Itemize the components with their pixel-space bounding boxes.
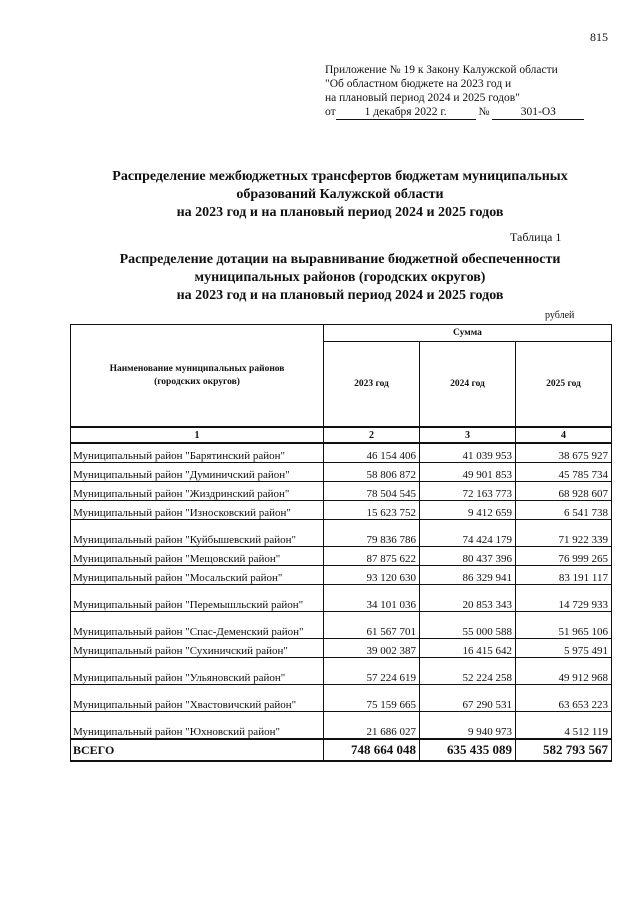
- table-row: [71, 566, 612, 585]
- value-2023: 46 154 406: [324, 443, 420, 463]
- appendix-line-1: Приложение № 19 к Закону Калужской области: [325, 64, 558, 76]
- header-year-2023: 2023 год: [324, 342, 420, 428]
- table-title-line-2: муниципальных районов (городских округов): [194, 270, 486, 285]
- main-title: [60, 168, 620, 222]
- column-number: 4: [516, 427, 612, 443]
- page-number: 815: [590, 30, 608, 44]
- district-name: Муниципальный район "Спас-Деменский район": [71, 612, 324, 639]
- value-2023: 15 623 752: [324, 501, 420, 520]
- appendix-line-2: "Об областном бюджете на 2023 год и: [325, 78, 512, 90]
- value-2024: 52 224 258: [420, 658, 516, 685]
- table-header-row: [71, 325, 612, 342]
- value-2023: 21 686 027: [324, 712, 420, 740]
- value-2024: 41 039 953: [420, 443, 516, 463]
- value-2024: 9 412 659: [420, 501, 516, 520]
- column-number-row: [71, 427, 612, 443]
- from-label: от: [325, 106, 336, 118]
- value-2024: 74 424 179: [420, 520, 516, 547]
- value-2025: 71 922 339: [516, 520, 612, 547]
- main-title-line-1: Распределение межбюджетных трансфертов бюджетам муниципальных: [112, 169, 568, 184]
- district-name: Муниципальный район "Сухиничский район": [71, 639, 324, 658]
- header-sum: Сумма: [324, 325, 612, 342]
- column-number: 1: [71, 427, 324, 443]
- appendix-line-3: на плановый период 2024 и 2025 годов": [325, 92, 520, 104]
- table-row: [71, 501, 612, 520]
- main-title-line-2: образований Калужской области: [236, 187, 444, 202]
- header-year-2025: 2025 год: [516, 342, 612, 428]
- value-2023: 57 224 619: [324, 658, 420, 685]
- district-name: Муниципальный район "Хвастовичский район": [71, 685, 324, 712]
- value-2025: 63 653 223: [516, 685, 612, 712]
- law-number: 301-ОЗ: [492, 105, 584, 120]
- district-name: Муниципальный район "Перемышльский район": [71, 585, 324, 612]
- total-2025: 582 793 567: [516, 739, 612, 761]
- table-row: [71, 612, 612, 639]
- district-name: Муниципальный район "Мосальский район": [71, 566, 324, 585]
- value-2023: 34 101 036: [324, 585, 420, 612]
- value-2025: 45 785 734: [516, 463, 612, 482]
- value-2025: 5 975 491: [516, 639, 612, 658]
- total-label: ВСЕГО: [71, 739, 324, 761]
- district-name: Муниципальный район "Куйбышевский район": [71, 520, 324, 547]
- table-label: Таблица 1: [510, 230, 562, 244]
- value-2024: 49 901 853: [420, 463, 516, 482]
- column-number: 2: [324, 427, 420, 443]
- district-name: Муниципальный район "Жиздринский район": [71, 482, 324, 501]
- table-row: [71, 639, 612, 658]
- header-year-2024: 2024 год: [420, 342, 516, 428]
- appendix-reference: [325, 63, 584, 120]
- value-2025: 68 928 607: [516, 482, 612, 501]
- district-name: Муниципальный район "Мещовский район": [71, 547, 324, 566]
- value-2024: 55 000 588: [420, 612, 516, 639]
- table-row: [71, 658, 612, 685]
- number-label: №: [478, 106, 490, 118]
- value-2025: 38 675 927: [516, 443, 612, 463]
- value-2023: 93 120 630: [324, 566, 420, 585]
- total-row: [71, 739, 612, 761]
- value-2025: 6 541 738: [516, 501, 612, 520]
- value-2024: 16 415 642: [420, 639, 516, 658]
- district-name: Муниципальный район "Думиничский район": [71, 463, 324, 482]
- value-2023: 61 567 701: [324, 612, 420, 639]
- value-2024: 20 853 343: [420, 585, 516, 612]
- main-title-line-3: на 2023 год и на плановый период 2024 и 2025 годов: [176, 205, 504, 220]
- table-title-line-1: Распределение дотации на выравнивание бюджетной обеспеченности: [119, 252, 561, 267]
- value-2023: 75 159 665: [324, 685, 420, 712]
- law-date: 1 декабря 2022 г.: [336, 105, 476, 120]
- value-2025: 83 191 117: [516, 566, 612, 585]
- table-row: [71, 463, 612, 482]
- table-row: [71, 547, 612, 566]
- value-2024: 72 163 773: [420, 482, 516, 501]
- table-row: [71, 585, 612, 612]
- district-name: Муниципальный район "Ульяновский район": [71, 658, 324, 685]
- value-2023: 58 806 872: [324, 463, 420, 482]
- units-label: рублей: [545, 310, 575, 321]
- table-title: [60, 251, 620, 305]
- total-2023: 748 664 048: [324, 739, 420, 761]
- subsidy-table: [70, 324, 612, 762]
- header-name-line-2: (городских округов): [154, 376, 240, 387]
- district-name: Муниципальный район "Износковский район": [71, 501, 324, 520]
- value-2024: 86 329 941: [420, 566, 516, 585]
- table-row: [71, 443, 612, 463]
- value-2023: 39 002 387: [324, 639, 420, 658]
- table-row: [71, 685, 612, 712]
- value-2025: 51 965 106: [516, 612, 612, 639]
- table-row: [71, 712, 612, 740]
- column-number: 3: [420, 427, 516, 443]
- value-2023: 79 836 786: [324, 520, 420, 547]
- value-2025: 4 512 119: [516, 712, 612, 740]
- value-2023: 87 875 622: [324, 547, 420, 566]
- table-row: [71, 520, 612, 547]
- district-name: Муниципальный район "Юхновский район": [71, 712, 324, 740]
- value-2025: 14 729 933: [516, 585, 612, 612]
- appendix-date-line: [325, 105, 584, 120]
- header-name-line-1: Наименование муниципальных районов: [109, 363, 285, 374]
- value-2024: 67 290 531: [420, 685, 516, 712]
- value-2023: 78 504 545: [324, 482, 420, 501]
- value-2024: 80 437 396: [420, 547, 516, 566]
- table-row: [71, 482, 612, 501]
- value-2025: 76 999 265: [516, 547, 612, 566]
- total-2024: 635 435 089: [420, 739, 516, 761]
- value-2024: 9 940 973: [420, 712, 516, 740]
- district-name: Муниципальный район "Барятинский район": [71, 443, 324, 463]
- value-2025: 49 912 968: [516, 658, 612, 685]
- header-name: [71, 325, 324, 428]
- table-title-line-3: на 2023 год и на плановый период 2024 и 2025 годов: [176, 288, 504, 303]
